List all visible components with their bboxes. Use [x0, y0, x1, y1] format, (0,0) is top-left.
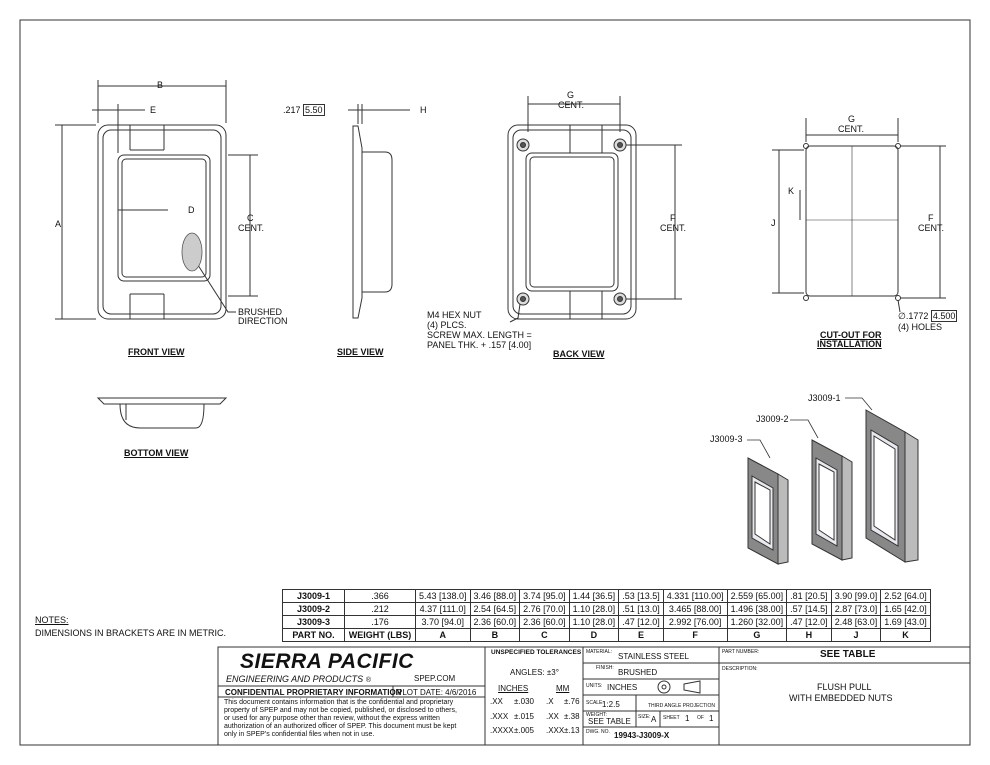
hole-dia-in: .1772: [905, 311, 929, 321]
dim-g-cutout-cent: CENT.: [838, 124, 865, 134]
table-cell: .212: [345, 603, 416, 616]
table-cell: J3009-3: [283, 616, 345, 629]
table-cell: J3009-2: [283, 603, 345, 616]
table-cell: 2.36 [60.0]: [520, 616, 570, 629]
table-row: [283, 590, 931, 603]
tol-cell: .XXX: [490, 712, 509, 721]
brushed-label-1: BRUSHED: [238, 307, 283, 317]
dimension-table: [282, 589, 931, 642]
dia-symbol: ∅: [898, 311, 906, 321]
of-label: OF: [697, 715, 704, 721]
projection-label: THIRD ANGLE PROJECTION: [648, 703, 715, 709]
tol-cell: ±.13: [564, 726, 580, 735]
table-header-cell: D: [569, 629, 619, 642]
size-label: SIZE:: [638, 714, 651, 720]
side-thickness-mm: 5.50: [305, 105, 323, 115]
table-cell: .53 [13.5]: [619, 590, 664, 603]
table-cell: .47 [12.0]: [787, 616, 832, 629]
table-cell: 2.559 [65.00]: [727, 590, 787, 603]
units-value: INCHES: [607, 683, 638, 692]
table-cell: 1.260 [32.00]: [727, 616, 787, 629]
table-header-cell: K: [881, 629, 931, 642]
weight-label: WEIGHT:: [586, 712, 607, 718]
table-header-cell: E: [619, 629, 664, 642]
table-cell: 2.52 [64.0]: [881, 590, 931, 603]
table-cell: 2.48 [63.0]: [831, 616, 881, 629]
of-value: 1: [709, 714, 714, 723]
part-number-value: SEE TABLE: [820, 649, 876, 660]
table-cell: 5.43 [138.0]: [416, 590, 471, 603]
dim-d: D: [188, 205, 195, 215]
size-value: A: [651, 715, 657, 724]
dwg-label: DWG. NO.: [586, 729, 610, 735]
table-cell: .57 [14.5]: [787, 603, 832, 616]
table-cell: 2.87 [73.0]: [831, 603, 881, 616]
table-cell: .81 [20.5]: [787, 590, 832, 603]
disclaimer-line: or used for any purpose other than review, without the express written: [224, 715, 440, 722]
iso-pull-j3009-2: [812, 440, 852, 560]
table-header-cell: F: [663, 629, 727, 642]
units-label: UNITS:: [586, 683, 603, 689]
table-cell: 3.74 [95.0]: [520, 590, 570, 603]
table-header-cell: J: [831, 629, 881, 642]
table-cell: 2.992 [76.00]: [663, 616, 727, 629]
tol-cell: ±.005: [514, 726, 534, 735]
confidential-heading: CONFIDENTIAL PROPRIETARY INFORMATION: [225, 688, 402, 697]
disclaimer-line: This document contains information that is the confidential and proprietary: [224, 699, 454, 706]
front-view-drawing: [55, 80, 258, 319]
nut-note-4: PANEL THK. + .157 [4.00]: [427, 340, 532, 350]
company-sub: [226, 674, 371, 684]
table-header-cell: C: [520, 629, 570, 642]
table-cell: .47 [12.0]: [619, 616, 664, 629]
table-cell: .366: [345, 590, 416, 603]
disclaimer: [224, 699, 457, 739]
callout-j3009-1: J3009-1: [808, 393, 841, 403]
table-cell: 1.69 [43.0]: [881, 616, 931, 629]
brushed-direction-mark: [182, 233, 202, 271]
table-cell: J3009-1: [283, 590, 345, 603]
description-line-1: FLUSH PULL: [817, 682, 872, 692]
disclaimer-line: only in SPEP's confidential files when not in use.: [224, 731, 375, 738]
plot-date: PLOT DATE: 4/6/2016: [397, 688, 477, 697]
tolerance-title: UNSPECIFIED TOLERANCES: [491, 649, 582, 656]
cutout-view-drawing: [772, 118, 946, 312]
tol-cell: ±.015: [514, 712, 534, 721]
table-header-cell: B: [470, 629, 520, 642]
table-header-cell: H: [787, 629, 832, 642]
brushed-label-2: DIRECTION: [238, 316, 288, 326]
disclaimer-line: property of SPEP and may not be copied, published, or disclosed to others,: [224, 707, 457, 714]
dim-f-back: F: [670, 213, 676, 223]
sheet-label: SHEET: [663, 715, 680, 721]
material-label: MATERIAL:: [586, 649, 613, 655]
scale-value: 1:2.5: [602, 700, 620, 709]
tol-cell: .X: [546, 697, 554, 706]
tolerance-row: [490, 726, 580, 735]
callout-j3009-3: J3009-3: [710, 434, 743, 444]
side-thickness: [283, 105, 325, 115]
dim-k: K: [788, 186, 795, 196]
nut-note-1: M4 HEX NUT: [427, 310, 482, 320]
dim-g-back-cent: CENT.: [558, 100, 585, 110]
nut-note-2: (4) PLCS.: [427, 320, 467, 330]
sheet-value: 1: [685, 714, 690, 723]
part-number-label: PART NUMBER:: [722, 649, 760, 655]
front-view-title: FRONT VIEW: [128, 347, 185, 357]
weight-value: SEE TABLE: [588, 717, 631, 726]
dim-g-back: G: [567, 90, 575, 100]
tol-cell: ±.38: [564, 712, 580, 721]
dim-e: E: [150, 105, 157, 115]
table-row: [283, 616, 931, 629]
bottom-view-title: BOTTOM VIEW: [124, 448, 189, 458]
tol-cell: .XX: [546, 712, 559, 721]
back-view-drawing: [508, 96, 682, 322]
registered-mark: ®: [365, 677, 371, 684]
side-thickness-in: .217: [283, 105, 301, 115]
dim-g-cutout: G: [848, 114, 856, 124]
table-cell: 2.54 [64.5]: [470, 603, 520, 616]
table-cell: 2.76 [70.0]: [520, 603, 570, 616]
tolerance-angles: ANGLES: ±3°: [510, 668, 559, 677]
side-view-drawing: [348, 104, 410, 318]
scale-label: SCALE:: [586, 700, 604, 706]
tolerance-row: [490, 712, 580, 721]
dim-j: J: [771, 218, 776, 228]
company-website: SPEP.COM: [414, 674, 456, 683]
dim-b: B: [157, 80, 164, 90]
callout-j3009-2: J3009-2: [756, 414, 789, 424]
dim-f-cutout: F: [928, 213, 934, 223]
table-header-row: [283, 629, 931, 642]
side-view-title: SIDE VIEW: [337, 347, 384, 357]
iso-pull-j3009-1: [866, 410, 918, 562]
bottom-view-drawing: [98, 398, 226, 428]
table-row: [283, 603, 931, 616]
disclaimer-line: authorization of an authorized officer of SPEP. This document must be kept: [224, 723, 457, 730]
dim-h: H: [420, 105, 427, 115]
nut-note-3: SCREW MAX. LENGTH =: [427, 330, 532, 340]
table-cell: 1.10 [28.0]: [569, 616, 619, 629]
table-header-cell: A: [416, 629, 471, 642]
back-view-title: BACK VIEW: [553, 349, 605, 359]
tol-cell: .XXX: [546, 726, 565, 735]
table-cell: 2.36 [60.0]: [470, 616, 520, 629]
cutout-view-title-1: CUT-OUT FOR: [820, 330, 882, 340]
dim-c-cent: CENT.: [238, 223, 265, 233]
table-cell: 1.65 [42.0]: [881, 603, 931, 616]
dim-a: A: [55, 219, 62, 229]
table-cell: 1.44 [36.5]: [569, 590, 619, 603]
table-cell: 1.496 [38.00]: [727, 603, 787, 616]
tolerance-mm-header: MM: [556, 684, 570, 693]
table-cell: 3.465 [88.00]: [663, 603, 727, 616]
table-cell: .176: [345, 616, 416, 629]
table-cell: .51 [13.0]: [619, 603, 664, 616]
hole-dia-mm: 4.500: [932, 311, 956, 321]
table-cell: 4.37 [111.0]: [416, 603, 471, 616]
notes-title: NOTES:: [35, 615, 69, 625]
tolerance-row: [490, 697, 580, 706]
table-cell: 3.46 [88.0]: [470, 590, 520, 603]
table-cell: 1.10 [28.0]: [569, 603, 619, 616]
table-cell: 3.70 [94.0]: [416, 616, 471, 629]
company-name: SIERRA PACIFIC: [240, 650, 414, 673]
dim-c: C: [247, 213, 254, 223]
description-line-2: WITH EMBEDDED NUTS: [789, 693, 893, 703]
tol-cell: ±.030: [514, 697, 534, 706]
company-sub-text: ENGINEERING AND PRODUCTS: [226, 674, 364, 684]
notes-line-1: DIMENSIONS IN BRACKETS ARE IN METRIC.: [35, 628, 227, 638]
table-header-cell: PART NO.: [283, 629, 345, 642]
hex-nuts: [517, 139, 626, 305]
tol-cell: ±.76: [564, 697, 580, 706]
material-value: STAINLESS STEEL: [618, 652, 689, 661]
tol-cell: .XX: [490, 697, 503, 706]
table-header-cell: WEIGHT (LBS): [345, 629, 416, 642]
hole-count: (4) HOLES: [898, 322, 943, 332]
dim-f-cutout-cent: CENT.: [918, 223, 945, 233]
iso-pull-j3009-3: [748, 458, 788, 564]
callout-leaders: [747, 398, 872, 458]
table-cell: 3.90 [99.0]: [831, 590, 881, 603]
dim-f-back-cent: CENT.: [660, 223, 687, 233]
hole-spec: [898, 311, 957, 321]
dwg-value: 19943-J3009-X: [614, 731, 670, 740]
tolerance-inches-header: INCHES: [498, 684, 529, 693]
description-label: DESCRIPTION:: [722, 666, 758, 672]
table-cell: 4.331 [110.00]: [663, 590, 727, 603]
finish-value: BRUSHED: [618, 668, 658, 677]
cutout-view-title-2: INSTALLATION: [817, 339, 882, 349]
finish-label: FINISH:: [596, 665, 614, 671]
table-header-cell: G: [727, 629, 787, 642]
tol-cell: .XXXX: [490, 726, 514, 735]
